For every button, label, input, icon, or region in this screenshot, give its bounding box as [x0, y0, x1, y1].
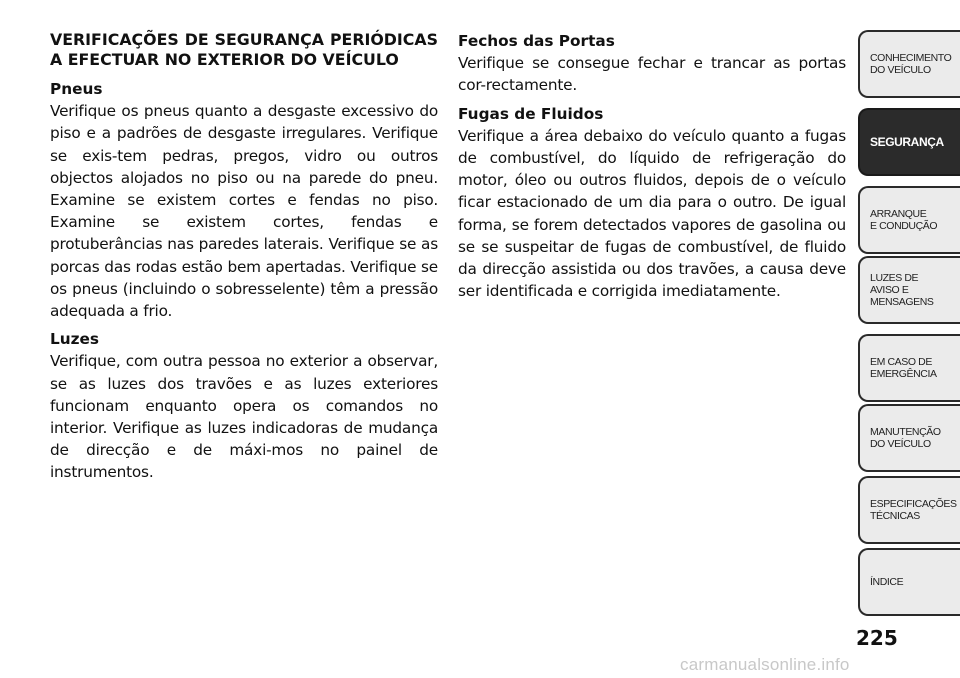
- section-title-fluid-leaks: Fugas de Fluidos: [458, 104, 604, 123]
- section-text-fluid-leaks: Verifique a área debaixo do veículo quanto a fugas de combustível, do líquido de refrigeração do motor, óleo ou outros fluidos, depois de o veículo ficar estacionado de um dia para o outro. De igual forma, se forem detectados vapores de gasolina ou se se suspeitar de fugas de combustível, de fluido da direcção assistida ou dos travões, a causa deve ser identificada e corrigida imediatamente.: [458, 126, 846, 301]
- tab-luzes-de-aviso[interactable]: LUZES DE AVISO E MENSAGENS: [858, 256, 960, 324]
- tab-indice[interactable]: ÍNDICE: [858, 548, 960, 616]
- right-column: [458, 30, 846, 308]
- section-title-door-locks: Fechos das Portas: [458, 32, 615, 50]
- tab-manutencao-do-veiculo[interactable]: MANUTENÇÃO DO VEÍCULO: [858, 404, 960, 472]
- left-column: [50, 30, 438, 490]
- watermark: carmanualsonline.info: [680, 655, 850, 674]
- section-title-lights: Luzes: [50, 330, 100, 349]
- section-text-door-locks: Verifique se consegue fechar e trancar as portas cor-rectamente.: [458, 54, 846, 95]
- page-heading: VERIFICAÇÕES DE SEGURANÇA PERIÓDICAS A EFECTUAR NO EXTERIOR DO VEÍCULO: [50, 30, 438, 69]
- section-title-tyres: Pneus: [50, 80, 103, 98]
- tab-seguranca[interactable]: SEGURANÇA: [858, 108, 960, 176]
- tab-arranque-e-conducao[interactable]: ARRANQUE E CONDUÇÃO: [858, 186, 960, 254]
- tab-em-caso-de-emergencia[interactable]: EM CASO DE EMERGÊNCIA: [858, 334, 960, 402]
- section-text-tyres: Verifique os pneus quanto a desgaste excessivo do piso e a padrões de desgaste irregulares. Verifique se exis-tem pedras, pregos, vidro ou outros objectos alojados no piso ou na parede do pneu. Examine se existem cortes e fendas no piso. Examine se existem cortes, fendas e protuberâncias nas paredes laterais. Verifique se as porcas das rodas estão bem apertadas. Verifique se os pneus (incluindo o sobresselente) têm a pressão adequada a frio.: [50, 102, 438, 321]
- tab-conhecimento-do-veiculo[interactable]: CONHECIMENTO DO VEÍCULO: [858, 30, 960, 98]
- page-number: 225: [856, 626, 898, 650]
- section-text-lights: Verifique, com outra pessoa no exterior a observar, se as luzes dos travões e as luzes exteriores funcionam enquanto opera os comandos no interior. Verifique as luzes indicadoras de mudança de direcção e de máxi-mos no painel de instrumentos.: [50, 352, 438, 482]
- tab-especificacoes-tecnicas[interactable]: ESPECIFICAÇÕES TÉCNICAS: [858, 476, 960, 544]
